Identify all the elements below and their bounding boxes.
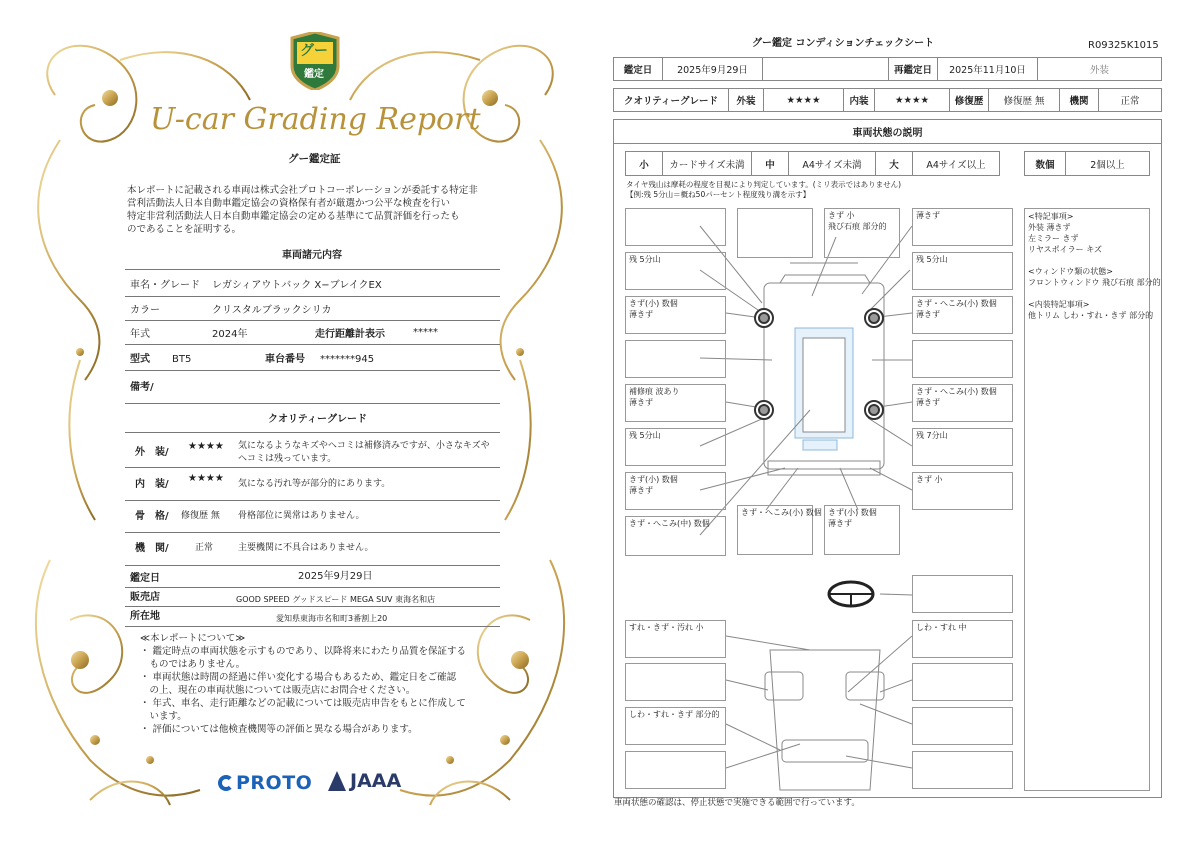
cond-box-r3: [912, 340, 1013, 378]
qg-engine-label: 機関: [1059, 88, 1099, 112]
address-label: 所在地: [130, 611, 160, 622]
cond-box-l7: きず・へこみ(中) 数個: [625, 516, 726, 556]
interior-desc: 気になる汚れ等が部分的にあります。: [238, 479, 391, 489]
tire-note-2: 【例:残 5分山＝概ね50パーセント程度残り溝を示す】: [626, 190, 811, 199]
report-title: U-car Grading Report: [150, 102, 481, 137]
chassis-value: *******945: [320, 354, 375, 365]
date-value: 2025年9月29日: [298, 571, 373, 582]
date-label: 鑑定日: [130, 573, 160, 584]
cond-box-ir3: [912, 707, 1013, 745]
remarks-label: 備考/: [130, 382, 154, 393]
redate-value: 2025年11月10日: [937, 57, 1038, 81]
jaaa-mark-icon: [328, 771, 346, 791]
name-value: レガシィアウトバック X−ブレイクEX: [212, 280, 382, 291]
special-notes: <特記事項> 外装 薄きず 左ミラー きず リヤスポイラー キズ <ウィンドウ類の状態> フロントウィンドウ 飛び石痕 部分的 <内装特記事項> 他トリム しわ・すれ・きず 部分的: [1024, 208, 1150, 791]
qg-int-label: 内装: [843, 88, 875, 112]
doc-id: R09325K1015: [1088, 40, 1159, 51]
dealer-value: GOOD SPEED グッドスピード MEGA SUV 東海名和店: [236, 595, 436, 604]
cond-box-front-left: [625, 208, 726, 246]
count-desc: 2個以上: [1065, 151, 1150, 176]
badge-sub: 鑑定: [304, 69, 324, 80]
qg-engine-value: 正常: [1098, 88, 1162, 112]
cond-box-front: [737, 208, 813, 258]
color-label: カラー: [130, 305, 160, 316]
cond-box-i1: すれ・きず・汚れ 小: [625, 620, 726, 658]
cond-box-r4: きず・へこみ(小) 数個 薄きず: [912, 384, 1013, 422]
exterior-stars: ★★★★: [188, 441, 224, 452]
exterior-desc: 気になるようなキズやヘコミは補修済みですが、小さなキズや ヘコミは残っています。: [238, 441, 490, 464]
cond-box-steering: [912, 575, 1013, 613]
qg-ext-label: 外装: [728, 88, 764, 112]
state-heading: 車両状態の説明: [613, 119, 1162, 144]
cond-box-r1: 残 5分山: [912, 252, 1013, 290]
quality-heading: クオリティーグレード: [268, 414, 367, 425]
year-label: 年式: [130, 329, 150, 340]
report-notes: ≪本レポートについて≫ ・ 鑑定時点の車両状態を示すものであり、以降将来にわたり品質を保証する ものではありません。 ・ 車両状態は時間の経過に伴い変化する場合もあるため、鑑定日をご確認 の上、現在の車両状態については販売店にお問合せください。 ・ 年式、車名、走行距離などの記載については販売店申告をもとに作成して います。 ・ 評価については他検査機関等の評価と異なる場合があります。: [140, 633, 467, 735]
cond-box-l2: きず(小) 数個 薄きず: [625, 296, 726, 334]
cond-box-windshield: きず 小 飛び石痕 部分的: [824, 208, 900, 258]
badge-text: グー: [300, 43, 328, 59]
cond-box-i4: [625, 751, 726, 789]
name-label: 車名・グレード: [130, 280, 200, 291]
report-subtitle: グー鑑定証: [288, 153, 341, 165]
redate-label: 再鑑定日: [888, 57, 938, 81]
frame-label: 骨 格/: [135, 511, 169, 522]
size-s: 小: [625, 151, 663, 176]
size-l: 大: [875, 151, 913, 176]
cond-box-l3: [625, 340, 726, 378]
cond-box-l4: 補修痕 波あり 薄きず: [625, 384, 726, 422]
cond-box-i3: しわ・すれ・きず 部分的: [625, 707, 726, 745]
frame-desc: 骨格部位に異常はありません。: [238, 511, 365, 521]
redate-note: 外装: [1037, 57, 1162, 81]
jaaa-logo: JAAA: [328, 770, 401, 792]
qg-int-stars: ★★★★: [874, 88, 950, 112]
year-value: 2024年: [212, 329, 248, 340]
exterior-label: 外 装/: [135, 447, 169, 458]
cond-box-rear-right: きず(小) 数個 薄きず: [824, 505, 900, 555]
cond-box-l6: きず(小) 数個 薄きず: [625, 472, 726, 510]
cond-box-r2: きず・へこみ(小) 数個 薄きず: [912, 296, 1013, 334]
size-s-desc: カードサイズ未満: [662, 151, 752, 176]
cond-box-r5: 残 7分山: [912, 428, 1013, 466]
sheet-footer: 車両状態の確認は、停止状態で実施できる範囲で行っています。: [614, 798, 860, 808]
color-value: クリスタルブラックシリカ: [212, 305, 332, 316]
engine-value: 正常: [195, 543, 214, 553]
cond-box-ir1: しわ・すれ 中: [912, 620, 1013, 658]
spec-heading: 車両諸元内容: [282, 250, 342, 261]
cond-box-ir2: [912, 663, 1013, 701]
intro-text: 本レポートに記載される車両は株式会社プロトコーポレーションが委託する特定非 営利活動法人日本自動車鑑定協会の資格保有者が厳選かつ公平な検査を行い 特定非営利活動法人日本自動車鑑定協会の定める基準にて品質評価を行ったも のであることを証明する。: [127, 185, 478, 235]
qg-ext-stars: ★★★★: [763, 88, 844, 112]
cond-box-l1: 残 5分山: [625, 252, 726, 290]
interior-label: 内 装/: [135, 479, 169, 490]
qg-repair-label: 修復歴: [949, 88, 989, 112]
proto-logo: PROTO: [218, 772, 312, 794]
dealer-label: 販売店: [130, 592, 160, 603]
address-value: 愛知県東海市名和町3番割上20: [276, 614, 388, 623]
tire-note-1: タイヤ残山は摩耗の程度を目視により判定しています。(ミリ表示ではありません): [626, 180, 902, 189]
model-value: BT5: [172, 354, 192, 365]
rdate-value: 2025年9月29日: [662, 57, 763, 81]
mileage-value: *****: [413, 327, 438, 338]
qg-label: クオリティーグレード: [613, 88, 729, 112]
cond-box-rear: きず・へこみ(小) 数個: [737, 505, 813, 555]
cond-box-i2: [625, 663, 726, 701]
cond-box-ir4: [912, 751, 1013, 789]
model-label: 型式: [130, 354, 150, 365]
size-m: 中: [751, 151, 789, 176]
chassis-label: 車台番号: [265, 354, 305, 365]
interior-stars: ★★★★: [188, 473, 224, 484]
engine-label: 機 関/: [135, 543, 169, 554]
rdate-blank: [762, 57, 889, 81]
cond-box-l5: 残 5分山: [625, 428, 726, 466]
qg-repair-value: 修復歴 無: [988, 88, 1060, 112]
cond-box-front-right: 薄きず: [912, 208, 1013, 246]
size-l-desc: A4サイズ以上: [912, 151, 1000, 176]
mileage-label: 走行距離計表示: [315, 329, 385, 340]
goo-kantei-badge: [288, 32, 342, 90]
count-label: 数個: [1024, 151, 1066, 176]
rdate-label: 鑑定日: [613, 57, 663, 81]
frame-value: 修復歴 無: [181, 511, 220, 521]
size-m-desc: A4サイズ未満: [788, 151, 876, 176]
cond-box-r6: きず 小: [912, 472, 1013, 510]
sheet-title: グー鑑定 コンディションチェックシート: [752, 38, 935, 49]
proto-mark-icon: [218, 775, 234, 791]
engine-desc: 主要機関に不具合はありません。: [238, 543, 374, 553]
